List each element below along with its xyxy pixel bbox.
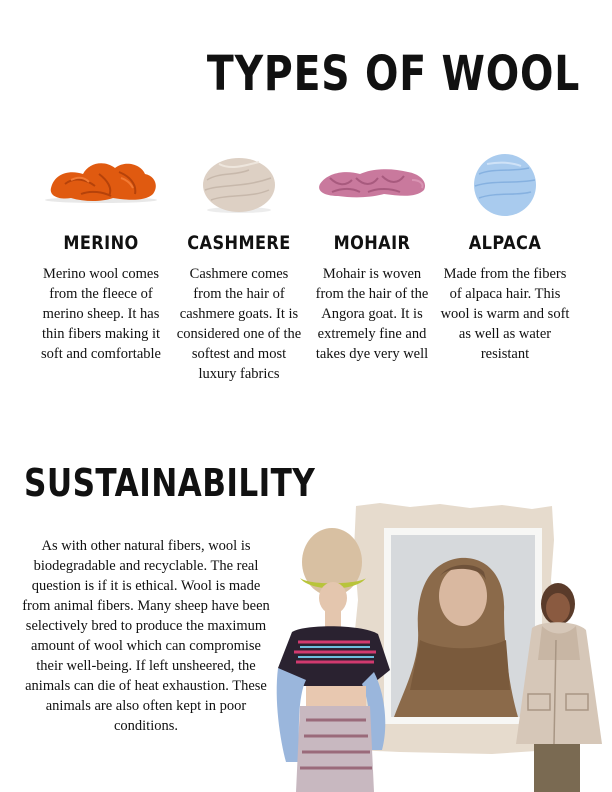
wool-desc-mohair: Mohair is woven from the hair of the Angora goat. It is extremely fine and takes dye very well <box>315 266 429 362</box>
merino-yarn-image <box>41 150 161 220</box>
wool-desc-merino: Merino wool comes from the fleece of merino sheep. It has thin fibers making it soft and comfortable <box>41 266 161 362</box>
wool-name-merino: MERINO <box>63 232 139 254</box>
wool-name-cashmere: CASHMERE <box>187 232 291 254</box>
wool-name-alpaca: ALPACA <box>468 232 542 254</box>
wool-merino <box>36 150 166 364</box>
wool-name-mohair: MOHAIR <box>333 232 411 254</box>
sustainability-title: SUSTAINABILITY <box>24 461 316 505</box>
wool-mohair <box>307 150 437 364</box>
wool-desc-alpaca: Made from the fibers of alpaca hair. This wool is warm and soft as well as water resistant <box>440 266 570 362</box>
wool-desc-cashmere: Cashmere comes from the hair of cashmere goats. It is considered one of the softest and most luxury fabrics <box>176 266 302 382</box>
page-title: TYPES OF WOOL <box>206 46 580 102</box>
cashmere-yarn-image <box>199 150 279 220</box>
fashion-collage-image <box>270 500 612 792</box>
alpaca-yarn-image <box>465 150 545 220</box>
sustainability-body: As with other natural fibers, wool is biodegradable and recyclable. The real question is if it is ethical. Wool is made from animal fibers. Many sheep have been selectively bred to produce the maximum amount of wool which can compromise their well-being. If left unsheered, the animals can die of heat exhaustion. These animals are also often kept in poor conditions. <box>22 538 270 734</box>
wool-cashmere <box>174 150 304 384</box>
wool-alpaca <box>440 150 570 364</box>
mohair-yarn-image <box>312 150 432 220</box>
